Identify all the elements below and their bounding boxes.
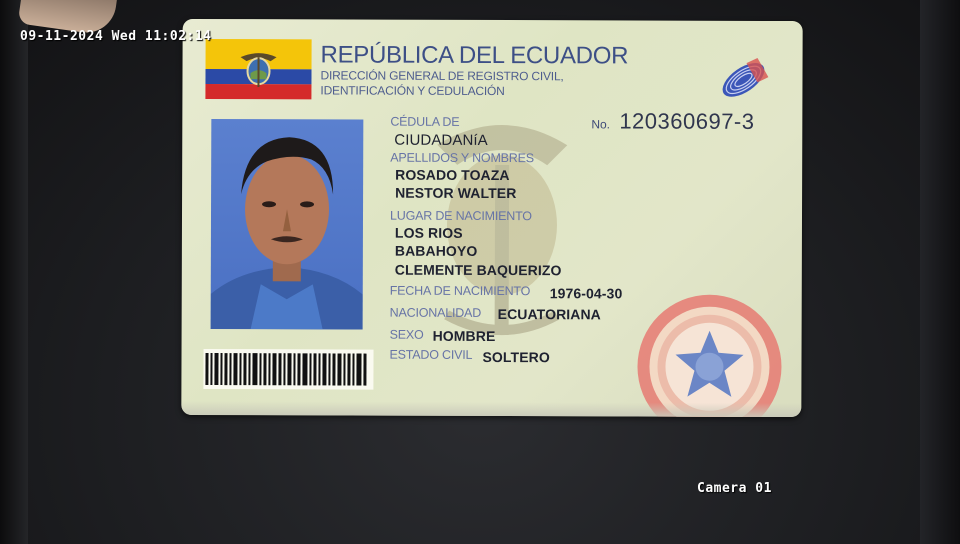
cedula-label: CÉDULA DE <box>390 114 460 129</box>
timestamp-overlay: 09-11-2024 Wed 11:02:14 <box>20 29 212 44</box>
security-seal-icon <box>627 288 787 417</box>
seat-edge-left <box>0 0 28 544</box>
seat-edge-right <box>920 0 960 544</box>
nationality-label: NACIONALIDAD <box>389 305 482 320</box>
card-subtitle-2: IDENTIFICACIÓN Y CEDULACIÓN <box>320 83 505 99</box>
fingerprint-icon <box>715 54 771 106</box>
card-subtitle-1: DIRECCIÓN GENERAL DE REGISTRO CIVIL, <box>320 68 564 84</box>
birthplace-line-3: CLEMENTE BAQUERIZO <box>394 261 562 279</box>
civil-status-value: SOLTERO <box>482 348 550 366</box>
nationality-value: ECUATORIANA <box>497 306 601 323</box>
birthplace-line-1: LOS RIOS <box>394 224 463 241</box>
id-card <box>181 19 802 417</box>
card-bottom-edge <box>181 401 801 417</box>
names-line-2: NESTOR WALTER <box>395 184 517 202</box>
birthplace-label: LUGAR DE NACIMIENTO <box>389 208 532 224</box>
id-number: 120360697-3 <box>619 108 755 134</box>
number-label: No. <box>591 117 611 132</box>
holder-photo <box>211 119 364 330</box>
names-line-1: ROSADO TOAZA <box>395 166 510 184</box>
sex-label: SEXO <box>389 327 424 342</box>
barcode <box>203 349 373 390</box>
birthdate-label: FECHA DE NACIMIENTO <box>389 283 531 299</box>
cedula-value: CIUDADANíA <box>394 131 488 149</box>
card-title: REPÚBLICA DEL ECUADOR <box>320 41 629 70</box>
sex-value: HOMBRE <box>432 327 496 345</box>
coat-of-arms-icon <box>238 51 278 87</box>
camera-label-overlay: Camera 01 <box>697 481 772 496</box>
names-label: APELLIDOS Y NOMBRES <box>390 150 534 166</box>
birthdate-value: 1976-04-30 <box>549 285 623 302</box>
birthplace-line-2: BABAHOYO <box>394 242 478 259</box>
civil-status-label: ESTADO CIVIL <box>389 347 473 362</box>
